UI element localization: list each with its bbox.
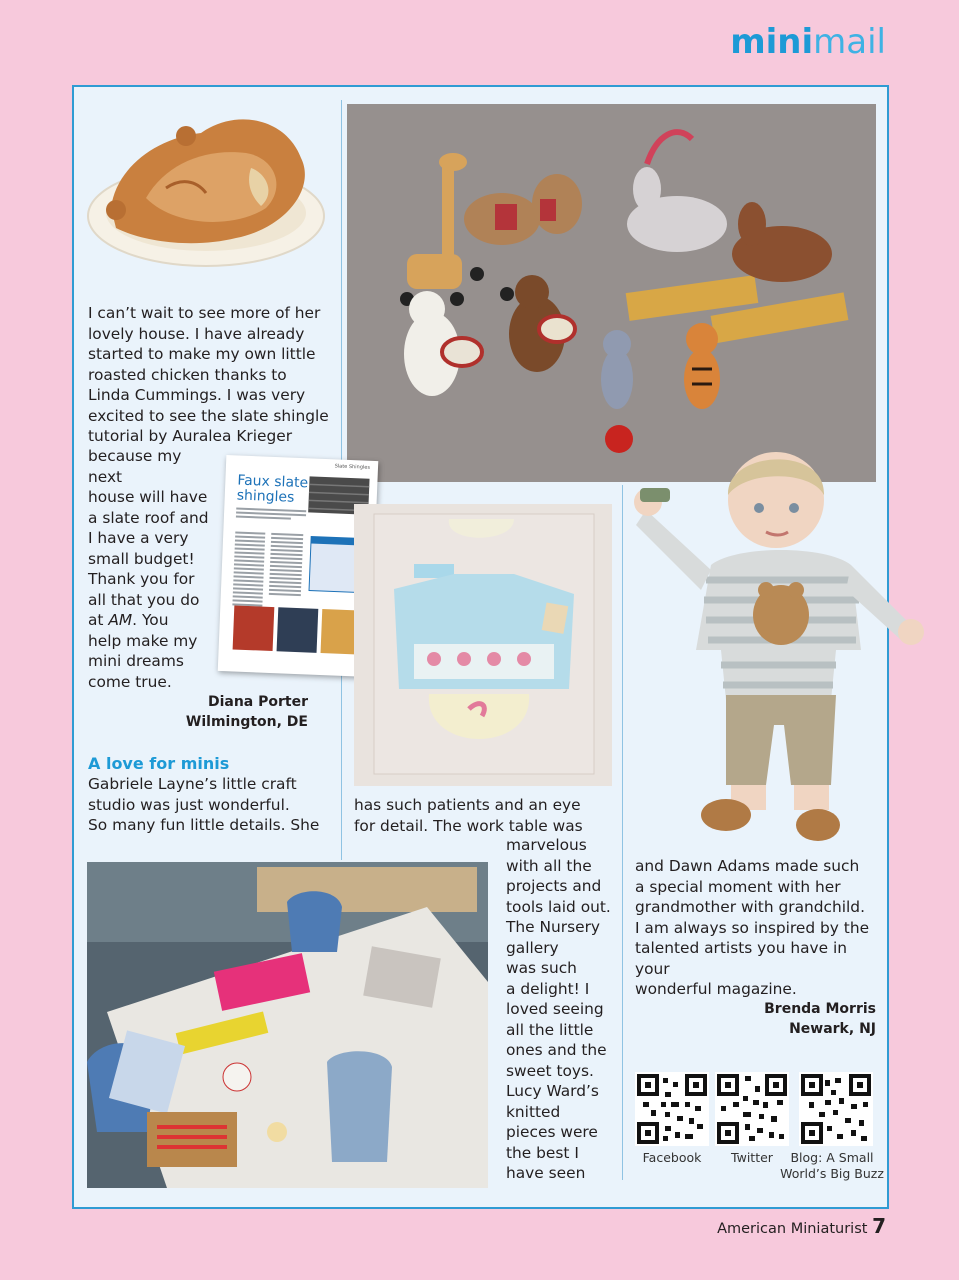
letter1-body-narrow	[88, 446, 218, 692]
letter2-col2-narrow: marvelous with all the projects and tools laid out. The Nursery gallery was such a delight! I loved seeing all the little ones and the sweet toys. Lucy Ward’s knitted pieces were the best I have seen	[506, 836, 611, 1182]
column-divider	[622, 485, 623, 1180]
letter2-col3: and Dawn Adams made such a special moment with her grandmother with grandchild. I am always so inspired by the talented artists you have in your wonderful magazine.	[635, 857, 870, 998]
qr-code-blog[interactable]	[799, 1072, 873, 1146]
knitted-pieces-photo	[354, 504, 612, 786]
letter2-col1: Gabriele Layne’s little craft studio was just wonderful. So many fun little details. She	[88, 775, 320, 834]
signature-place: Wilmington, DE	[185, 714, 308, 730]
qr-code-icon	[635, 1072, 709, 1146]
signature-name: Brenda Morris	[764, 1001, 876, 1017]
letter1-signature	[160, 692, 308, 732]
masthead-bold: mini	[730, 22, 814, 62]
qr-label-facebook: Facebook	[642, 1150, 702, 1165]
qr-label-twitter: Twitter	[731, 1150, 773, 1165]
letter1-body: I can’t wait to see more of her lovely house. I have already started to make my own little roasted chicken thanks to Linda Cummings. I was very excited to see the slate shingle tutorial by Auralea Krieger	[88, 304, 329, 445]
circus-toys-photo	[347, 104, 876, 482]
page-footer	[717, 1214, 886, 1238]
section-masthead	[730, 22, 886, 62]
signature-place: Newark, NJ	[789, 1021, 876, 1037]
clipping-title: Faux slate shingles	[236, 472, 309, 506]
masthead-light: mail	[813, 22, 886, 62]
signature-name: Diana Porter	[207, 694, 308, 710]
letter2-signature	[720, 999, 876, 1039]
qr-label-blog: Blog: A Small World’s Big Buzz	[780, 1150, 884, 1181]
letter1-body-end: . You help make my mini dreams come true.	[88, 611, 198, 691]
roasted-chicken-photo	[86, 98, 326, 268]
qr-code-twitter[interactable]	[715, 1072, 789, 1146]
page-number: 7	[872, 1214, 886, 1238]
craft-studio-photo	[87, 862, 488, 1188]
letter2-col2-top: has such patients and an eye for detail. The work table was	[354, 796, 583, 835]
letter1-body-narrow-text: because my next house will have a slate roof and I have a very small budget! Thank you for all that you do at	[88, 447, 209, 629]
qr-code-icon	[715, 1072, 789, 1146]
magazine-name: American Miniaturist	[717, 1221, 868, 1237]
qr-code-facebook[interactable]	[635, 1072, 709, 1146]
letter2-headline: A love for minis	[88, 754, 230, 773]
qr-code-icon	[799, 1072, 873, 1146]
letter1-body-emphasis: AM	[108, 611, 133, 629]
boy-doll-photo	[626, 440, 941, 850]
clipping-tag: Slate Shingles	[334, 463, 371, 471]
